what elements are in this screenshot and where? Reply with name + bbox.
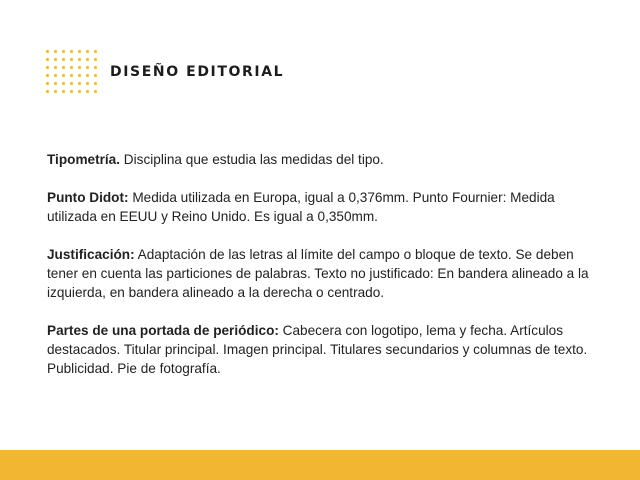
definition-tipometria xyxy=(47,150,597,169)
definition-term: Tipometría. xyxy=(47,152,121,167)
decorative-dot xyxy=(46,66,49,69)
definition-partes-portada xyxy=(47,321,597,378)
decorative-dot xyxy=(78,82,81,85)
decorative-dot xyxy=(94,90,97,93)
definition-text: Disciplina que estudia las medidas del tipo. xyxy=(120,152,384,167)
decorative-dot xyxy=(46,74,49,77)
decorative-dot xyxy=(54,50,57,53)
decorative-dot xyxy=(54,66,57,69)
decorative-dot xyxy=(70,90,73,93)
decorative-dot xyxy=(70,50,73,53)
decorative-dot xyxy=(86,74,89,77)
decorative-dot xyxy=(46,82,49,85)
footer-accent-bar xyxy=(0,450,640,480)
decorative-dot xyxy=(46,90,49,93)
decorative-dot xyxy=(70,58,73,61)
decorative-dot xyxy=(70,66,73,69)
decorative-dot xyxy=(62,74,65,77)
decorative-dot xyxy=(54,74,57,77)
decorative-dot xyxy=(78,50,81,53)
decorative-dot xyxy=(78,74,81,77)
decorative-dot xyxy=(78,90,81,93)
decorative-dot xyxy=(62,90,65,93)
definition-term: Punto Didot: xyxy=(47,190,129,205)
decorative-dot xyxy=(86,82,89,85)
definition-text: Medida utilizada en Europa, igual a 0,376mm. Punto Fournier: Medida utilizada en EEUU y Reino Unido. Es igual a 0,350mm. xyxy=(47,190,555,224)
decorative-dot xyxy=(62,66,65,69)
decorative-dot xyxy=(46,58,49,61)
definitions-list xyxy=(47,150,597,397)
decorative-dot-grid xyxy=(46,50,98,98)
decorative-dot xyxy=(62,58,65,61)
definition-punto-didot xyxy=(47,188,597,226)
definition-term: Partes de una portada de periódico: xyxy=(47,323,279,338)
definition-justificacion xyxy=(47,245,597,302)
decorative-dot xyxy=(70,82,73,85)
decorative-dot xyxy=(94,82,97,85)
decorative-dot xyxy=(54,58,57,61)
decorative-dot xyxy=(78,58,81,61)
decorative-dot xyxy=(54,82,57,85)
definition-term: Justificación: xyxy=(47,247,135,262)
decorative-dot xyxy=(46,50,49,53)
decorative-dot xyxy=(86,50,89,53)
decorative-dot xyxy=(62,82,65,85)
decorative-dot xyxy=(94,66,97,69)
decorative-dot xyxy=(78,66,81,69)
decorative-dot xyxy=(70,74,73,77)
definition-text: Cabecera con logotipo, lema y fecha. Artículos destacados. Titular principal. Imagen principal. Titulares secundarios y columnas de texto. Publicidad. Pie de fotografía. xyxy=(47,323,588,376)
decorative-dot xyxy=(94,50,97,53)
definition-text: Adaptación de las letras al límite del campo o bloque de texto. Se deben tener en cuenta las particiones de palabras. Texto no justificado: En bandera alineado a la izquierda, en bandera alineado a la derecha o centrado. xyxy=(47,247,589,300)
decorative-dot xyxy=(54,90,57,93)
decorative-dot xyxy=(86,58,89,61)
decorative-dot xyxy=(86,66,89,69)
decorative-dot xyxy=(62,50,65,53)
decorative-dot xyxy=(94,58,97,61)
page-title: DISEÑO EDITORIAL xyxy=(110,64,285,80)
decorative-dot xyxy=(94,74,97,77)
decorative-dot xyxy=(86,90,89,93)
